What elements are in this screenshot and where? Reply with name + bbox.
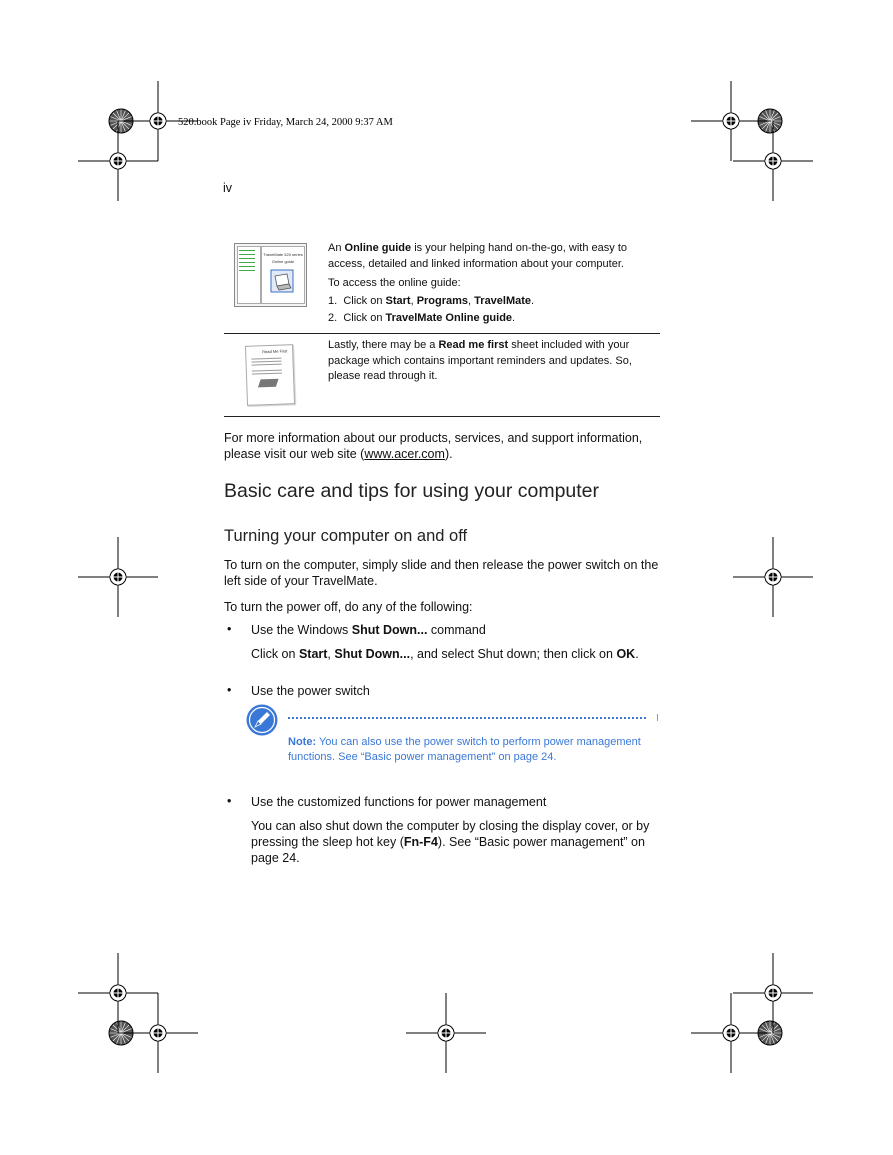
- turn-on-paragraph: To turn on the computer, simply slide and then release the power switch on the left side of your TravelMate.: [224, 558, 659, 588]
- divider: [224, 416, 660, 417]
- read-me-text: [328, 338, 660, 385]
- thumbnail-title: TravelMate 520 series: [263, 252, 303, 257]
- divider: [224, 333, 660, 334]
- read-me-thumbnail-title: Read Me First: [262, 348, 288, 355]
- bullet-marker: •: [227, 794, 232, 808]
- section-title: Basic care and tips for using your computer: [224, 480, 600, 502]
- page-number: iv: [223, 181, 233, 195]
- file-stamp: 520.book Page iv Friday, March 24, 2000 9:37 AM: [178, 117, 393, 128]
- online-guide-text: [328, 241, 660, 327]
- bullet-marker: •: [227, 683, 232, 697]
- acer-website-link[interactable]: www.acer.com: [364, 447, 445, 461]
- read-me-first-thumbnail: [245, 344, 295, 406]
- turn-off-paragraph: To turn the power off, do any of the following:: [224, 600, 473, 614]
- read-me-paragraph: Lastly, there may be a Read me first sheet included with your package which contains important reminders and updates. So, please read through it.: [328, 339, 632, 382]
- online-guide-thumbnail: [234, 243, 307, 307]
- online-guide-intro: An Online guide is your helping hand on-the-go, with easy to access, detailed and linked information about your computer.: [328, 242, 627, 270]
- bullet-3-detail: You can also shut down the computer by closing the display cover, or by pressing the sleep hot key (Fn-F4). See “Basic power management” on page 24.: [251, 819, 650, 865]
- step-2: 2. Click on TravelMate Online guide.: [328, 312, 516, 324]
- bullet-marker: •: [227, 622, 232, 636]
- bullet-1-text: Use the Windows Shut Down... command: [251, 623, 486, 637]
- laptop-icon: [269, 268, 295, 294]
- note-divider-end: [657, 714, 658, 721]
- bullet-3-text: Use the customized functions for power management: [251, 795, 547, 809]
- bullet-2-text: Use the power switch: [251, 684, 370, 698]
- note-icon: [245, 703, 279, 737]
- access-instructions: To access the online guide:: [328, 277, 461, 289]
- thumbnail-subtitle: Online guide: [271, 259, 295, 264]
- step-1: 1. Click on Start, Programs, TravelMate.: [328, 294, 535, 307]
- more-info-paragraph: For more information about our products, services, and support information, please visit our web site (www.acer.com).: [224, 431, 643, 461]
- bullet-1-detail: Click on Start, Shut Down..., and select Shut down; then click on OK.: [251, 647, 639, 661]
- note-text: Note: You can also use the power switch to perform power management functions. See “Basic power management” on page 24.: [288, 736, 641, 763]
- note-divider: [288, 717, 646, 719]
- more-info: [224, 430, 660, 462]
- subsection-title: Turning your computer on and off: [224, 527, 468, 545]
